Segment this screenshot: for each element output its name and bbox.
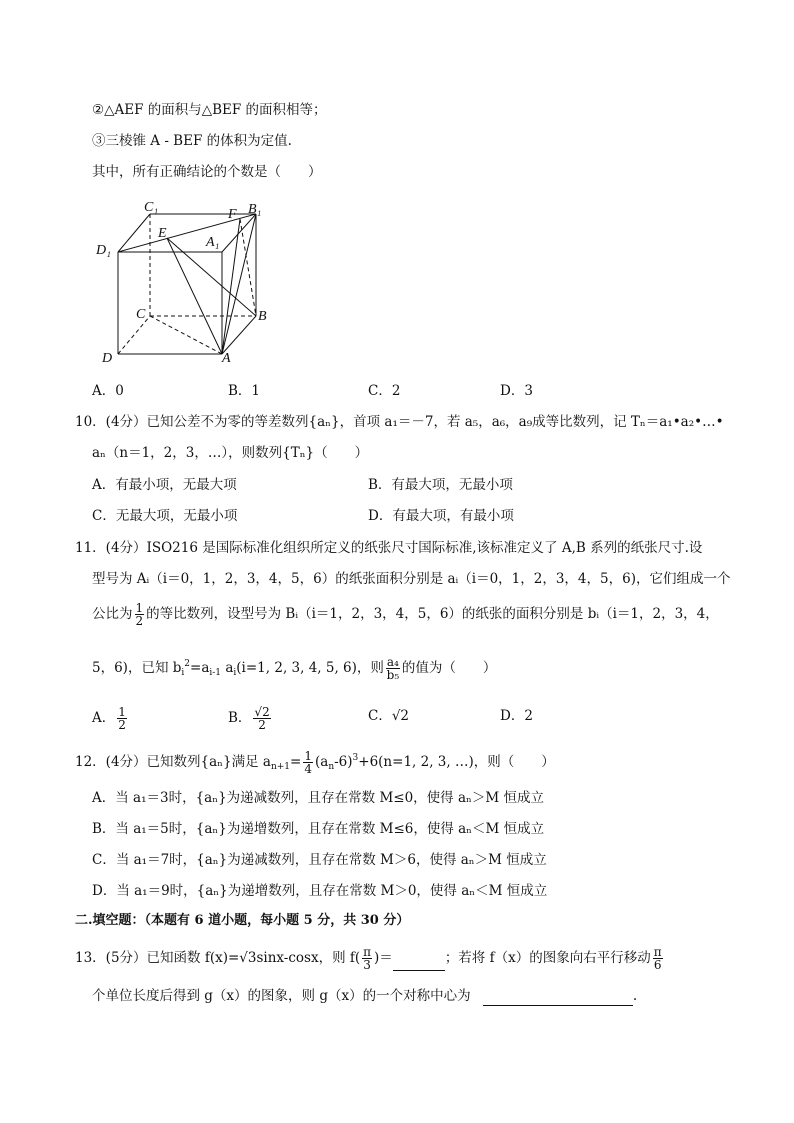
q11-sup-2: 2: [184, 659, 191, 669]
label-b1: B₁: [248, 202, 262, 217]
q12-sub: n+1: [270, 762, 291, 772]
q11-line-2: 型号为 Aᵢ（i＝0，1，2，3，4，5，6）的纸张面积分别是 aᵢ（i＝0，1，2，3，4，5，6)，它们组成一个: [92, 571, 731, 587]
q11-line3-post: 的等比数列，设型号为 Bᵢ（i＝1，2，3，4，5，6）的纸张的面积分别是 bᵢ（i＝1，2，3，4，: [146, 606, 719, 622]
label-a: A: [222, 351, 231, 366]
q13-pi3-den: 3: [363, 958, 371, 972]
q12-option-d: D．当 a₁＝9时，{aₙ}为递增数列，且存在常数 M＞0，使得 aₙ＜M 恒成立: [92, 883, 548, 899]
q13-line-2: [92, 986, 637, 1006]
q12-post-sub: n: [328, 762, 335, 772]
q9-option-c: C．2: [368, 383, 401, 399]
q13-pi6-den: 6: [653, 958, 662, 972]
q11-line3-pre: 公比为: [92, 606, 133, 622]
q9-statement-3: ③三棱锥 A - BEF 的体积为定值.: [92, 133, 292, 149]
q9-option-d: D．3: [500, 383, 533, 399]
q12-option-b: B．当 a₁＝5时，{aₙ}为递增数列，且存在常数 M≤6，使得 aₙ＜M 恒成立: [92, 821, 545, 837]
q12-option-a: A．当 a₁＝3时，{aₙ}为递减数列，且存在常数 M≤0，使得 aₙ＞M 恒成立: [92, 790, 544, 806]
q11-line4-pre: 5，6)，已知 b: [92, 660, 182, 676]
q10-option-d: D．有最大项，有最小项: [368, 508, 514, 524]
q12-frac-den: 4: [304, 762, 312, 776]
q11-b-num: √2: [254, 705, 270, 719]
q12-eq: =: [290, 754, 302, 770]
q12-fraction: [303, 750, 313, 775]
q11-line-3: [92, 602, 719, 627]
q12-post2: -6): [334, 754, 353, 770]
q11-line4-post: a: [221, 660, 234, 676]
q13-pi3-fraction: [362, 946, 372, 971]
ratio-fraction: [135, 602, 145, 627]
q13-pi6-num: π: [653, 945, 662, 959]
cube-figure: [94, 196, 284, 368]
q10-line-1: 10．(4分）已知公差不为零的等差数列{aₙ}，首项 a₁＝－7，若 a₅，a₆，a₉成等比数列，记 Tₙ＝a₁•a₂•…•: [75, 414, 724, 430]
q13-pre: 13．(5分）已知函数 f(x)=√3sinx-cosx，则 f(: [75, 950, 361, 966]
q12-frac-num: 1: [304, 749, 312, 763]
q11-sub-i1: i-1: [209, 668, 222, 678]
label-d: D: [102, 351, 113, 366]
q11-option-b: [228, 706, 273, 731]
q11-line4-tail: (i=1, 2, 3, 4, 5, 6)，则: [236, 660, 384, 676]
label-d1: D₁: [96, 243, 111, 258]
section-title-fill-in: 二.填空题：（本题有 6 道小题，每小题 5 分，共 30 分）: [75, 913, 410, 928]
label-c: C: [136, 307, 146, 322]
ratio-den: 2: [135, 614, 144, 628]
q12-tail: +6(n=1, 2, 3, …)，则（ ）: [358, 754, 555, 770]
q13-blank-2[interactable]: [483, 990, 633, 1006]
label-f: F: [228, 207, 237, 222]
q12-pre: 12．(4分）已知数列{aₙ}满足 a: [75, 754, 271, 770]
q13-pi6-fraction: [653, 946, 663, 971]
q11-option-d: D．2: [500, 708, 533, 724]
q11-a-label: A．: [92, 710, 116, 726]
q11-b-fraction: [253, 706, 270, 731]
q13-line2-text: 个单位长度后得到 g（x）的图象，则 g（x）的一个对称中心为: [92, 988, 471, 1004]
q13-post: ；若将 f（x）的图象向右平行移动: [444, 950, 651, 966]
q11-a-num: 1: [118, 705, 126, 719]
q11-option-c: C．√2: [368, 708, 410, 724]
q12-option-c: C．当 a₁＝7时，{aₙ}为递减数列，且存在常数 M＞6，使得 aₙ＞M 恒成立: [92, 852, 547, 868]
q11-line-1: 11．(4分）ISO216 是国际标准化组织所定义的纸张尺寸国际标准,该标准定义了 A,B 系列的纸张尺寸.设: [75, 540, 703, 556]
q13-blank-1[interactable]: [393, 955, 445, 971]
b5-den: b₅: [386, 668, 400, 682]
q11-option-a: [92, 706, 129, 731]
ratio-num: 1: [135, 601, 144, 615]
q10-line-2: aₙ（n＝1，2，3，…），则数列{Tₙ}（ ）: [92, 445, 369, 461]
q11-b-den: 2: [258, 718, 266, 732]
q10-option-b: B．有最大项，无最小项: [368, 477, 513, 493]
label-b: B: [258, 309, 267, 324]
label-c1: C₁: [144, 200, 159, 215]
q10-option-a: A．有最小项，无最大项: [92, 477, 237, 493]
a4-b5-fraction: [386, 656, 400, 681]
q12-sup: 3: [352, 753, 359, 763]
q11-sub-i: i: [181, 668, 185, 678]
label-a1: A₁: [206, 235, 220, 250]
q9-question: 其中，所有正确结论的个数是（ ）: [92, 164, 322, 180]
q11-sub-i2: i: [233, 668, 237, 678]
q11-a-den: 2: [118, 718, 126, 732]
q13-mid: )＝: [374, 950, 393, 966]
q11-line-4: [92, 654, 496, 683]
q9-option-a: A．0: [92, 383, 124, 399]
label-e: E: [158, 226, 167, 241]
q9-statement-2: ②△AEF 的面积与△BEF 的面积相等；: [92, 102, 327, 118]
q12-post: (a: [314, 754, 329, 770]
q11-b-label: B．: [228, 710, 252, 726]
q13-line-1: [75, 946, 665, 971]
q12-stem: [75, 748, 555, 777]
q9-option-b: B．1: [228, 383, 261, 399]
q13-end: .: [632, 988, 638, 1004]
q11-line4-end: 的值为（ ）: [401, 660, 497, 676]
a4-num: a₄: [386, 655, 399, 669]
q10-option-c: C．无最大项，无最小项: [92, 508, 238, 524]
q11-line4-mid: =a: [190, 660, 210, 676]
q13-pi3-num: π: [363, 945, 372, 959]
q11-a-fraction: [117, 706, 127, 731]
